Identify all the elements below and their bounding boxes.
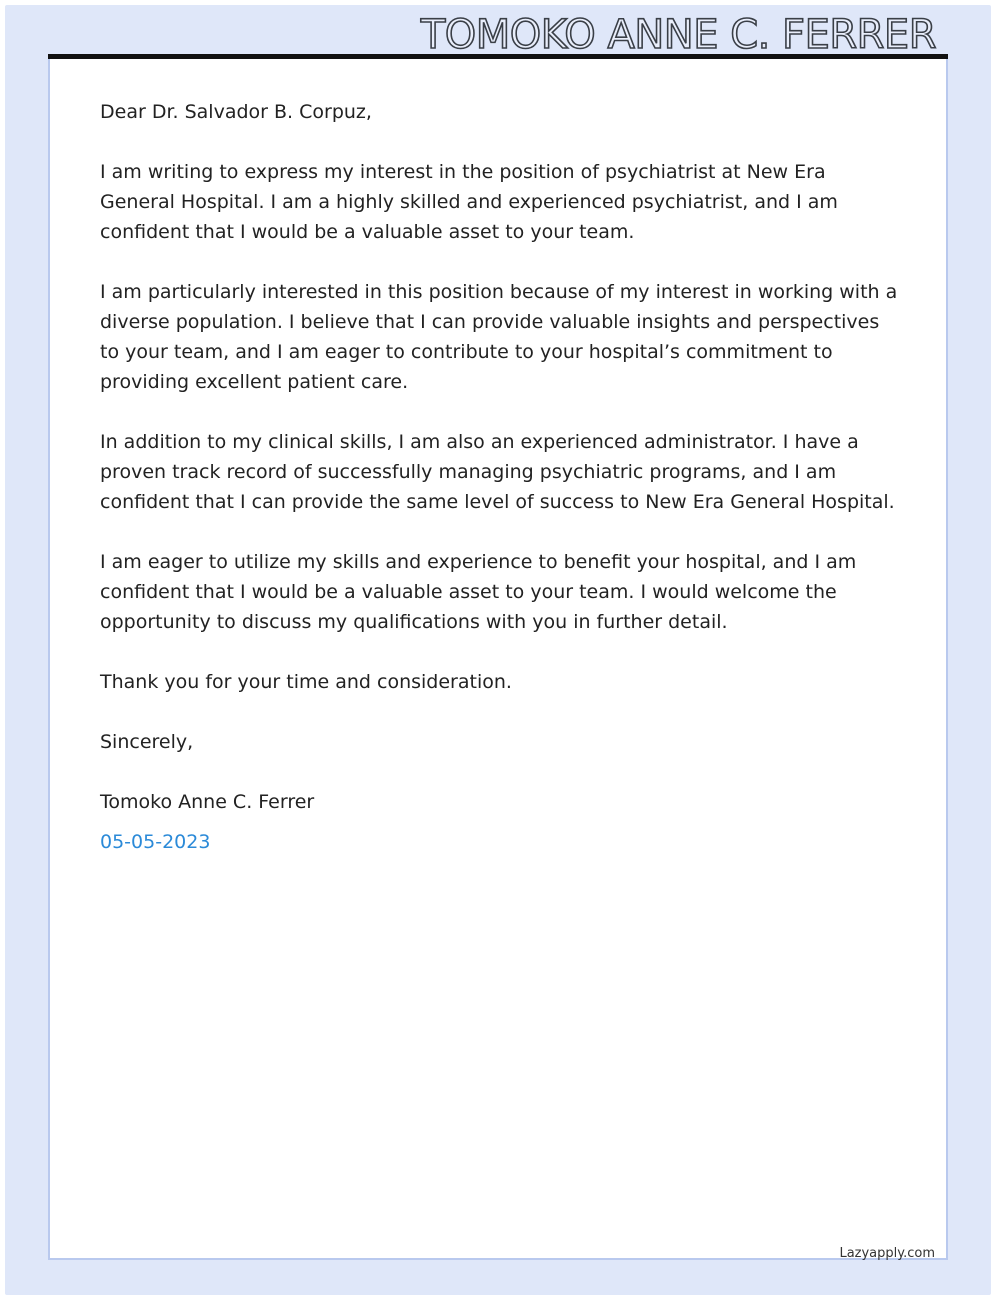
salutation: Dear Dr. Salvador B. Corpuz, bbox=[100, 101, 372, 123]
letter-date: 05-05-2023 bbox=[100, 831, 211, 853]
watermark: Lazyapply.com bbox=[839, 1246, 935, 1261]
paragraph-4: I am eager to utilize my skills and experience to benefit your hospital, and I am confident that I would be a valuable asset to your team. I would welcome the opportunity to discuss my qualifications with you in further detail. bbox=[100, 551, 857, 633]
letter-body bbox=[100, 97, 900, 887]
paragraph-1: I am writing to express my interest in the position of psychiatrist at New Era General Hospital. I am a highly skilled and experienced psychiatrist, and I am confident that I would be a valuable asset to your team. bbox=[100, 161, 838, 243]
header-name: TOMOKO ANNE C. FERRER bbox=[420, 12, 936, 58]
closing: Sincerely, bbox=[100, 731, 194, 753]
signature: Tomoko Anne C. Ferrer bbox=[100, 791, 315, 813]
paragraph-5: Thank you for your time and consideration. bbox=[100, 671, 512, 693]
paragraph-3: In addition to my clinical skills, I am also an experienced administrator. I have a proven track record of successfully managing psychiatric programs, and I am confident that I can provide the same level of success to New Era General Hospital. bbox=[100, 431, 895, 513]
paragraph-2: I am particularly interested in this position because of my interest in working with a diverse population. I believe that I can provide valuable insights and perspectives to your team, and I am eager to contribute to your hospital’s commitment to providing excellent patient care. bbox=[100, 281, 898, 393]
